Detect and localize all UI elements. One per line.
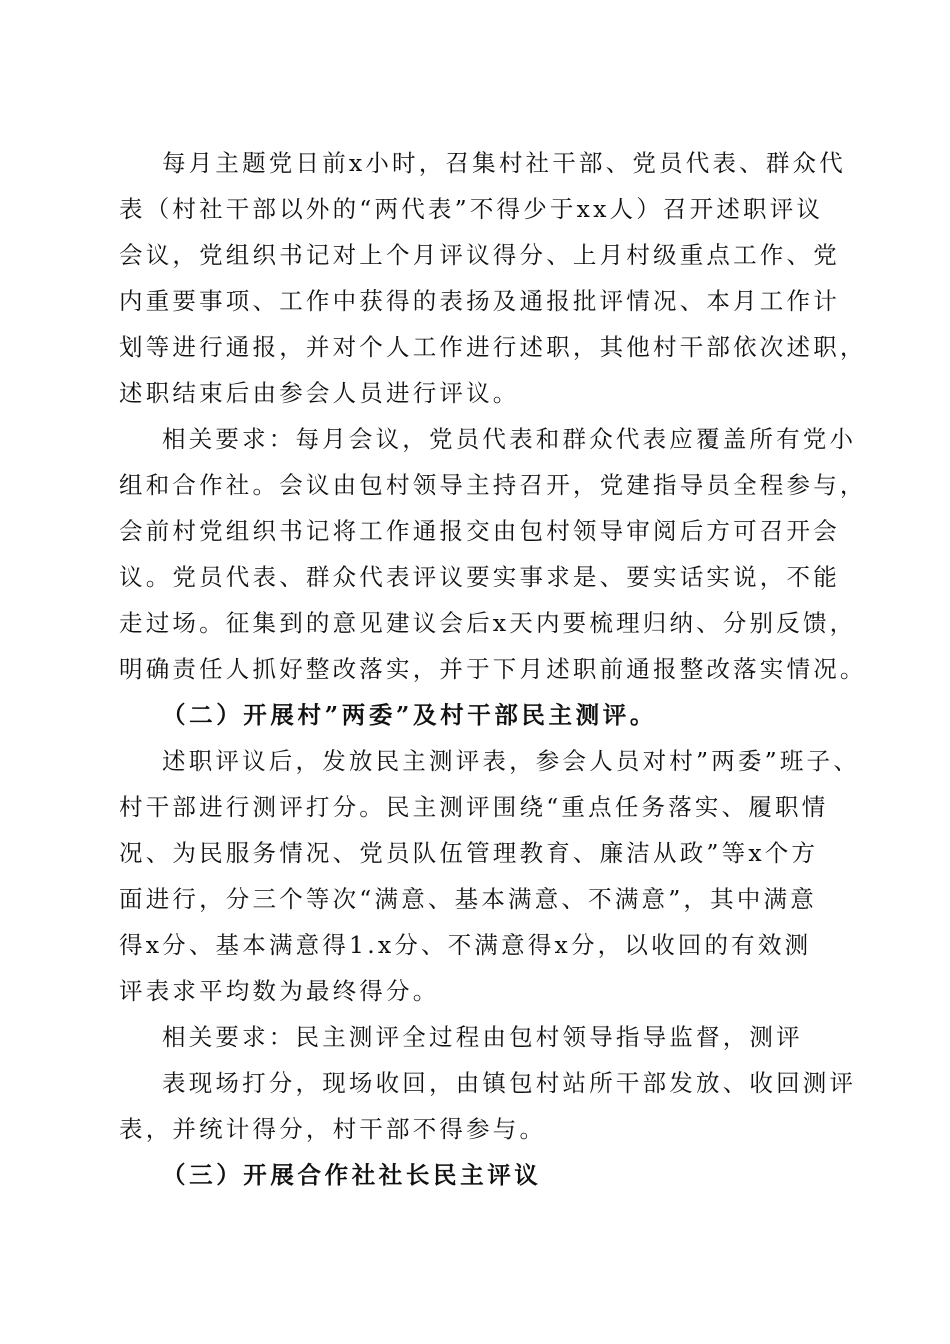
paragraph-4-line-2: 表现场打分，现场收回，由镇包村站所干部发放、收回测评: [162, 1069, 857, 1097]
paragraph-2-line-5: 走过场。征集到的意见建议会后x天内要梳理归纳、分别反馈，: [119, 609, 857, 637]
paragraph-2-line-4: 议。党员代表、群众代表评议要实事求是、要实话实说，不能: [119, 563, 840, 591]
paragraph-2-line-6: 明确责任人抓好整改落实，并于下月述职前通报整改落实情况。: [119, 655, 867, 683]
paragraph-4-line-1: 相关要求：民主测评全过程由包村领导指导监督，测评: [162, 1023, 803, 1051]
paragraph-3-line-2: 村干部进行测评打分。民主测评围绕“重点任务落实、履职情: [119, 793, 829, 821]
paragraph-1-line-6: 述职结束后由参会人员进行评议。: [119, 379, 520, 407]
paragraph-1-line-4: 内重要事项、工作中获得的表扬及通报批评情况、本月工作计: [119, 287, 840, 315]
paragraph-3-line-1: 述职评议后，发放民主测评表，参会人员对村”两委”班子、: [162, 747, 860, 775]
paragraph-3-line-3: 况、为民服务情况、党员队伍管理教育、廉洁从政”等x个方: [119, 839, 819, 867]
paragraph-2-line-1: 相关要求：每月会议，党员代表和群众代表应覆盖所有党小: [162, 425, 857, 453]
paragraph-3-line-5: 得x分、基本满意得1.x分、不满意得x分，以收回的有效测: [119, 931, 812, 959]
paragraph-2-line-3: 会前村党组织书记将工作通报交由包村领导审阅后方可召开会: [119, 517, 840, 545]
paragraph-1-line-2: 表（村社干部以外的“两代表”不得少于xx人）召开述职评议: [119, 195, 824, 223]
paragraph-3-line-6: 评表求平均数为最终得分。: [119, 977, 440, 1005]
paragraph-3-line-4: 面进行，分三个等次“满意、基本满意、不满意”，其中满意: [119, 885, 817, 913]
paragraph-1-line-3: 会议，党组织书记对上个月评议得分、上月村级重点工作、党: [119, 241, 840, 269]
paragraph-2-line-2: 组和合作社。会议由包村领导主持召开，党建指导员全程参与，: [119, 471, 867, 499]
section-heading-3: （三）开展合作社社长民主评议: [162, 1161, 542, 1189]
paragraph-1-line-5: 划等进行通报，并对个人工作进行述职，其他村干部依次述职，: [119, 333, 867, 361]
section-heading-2: （二）开展村”两委”及村干部民主测评。: [162, 701, 657, 729]
paragraph-4-line-3: 表，并统计得分，村干部不得参与。: [119, 1115, 547, 1143]
paragraph-1-line-1: 每月主题党日前x小时，召集村社干部、党员代表、群众代: [162, 149, 846, 177]
